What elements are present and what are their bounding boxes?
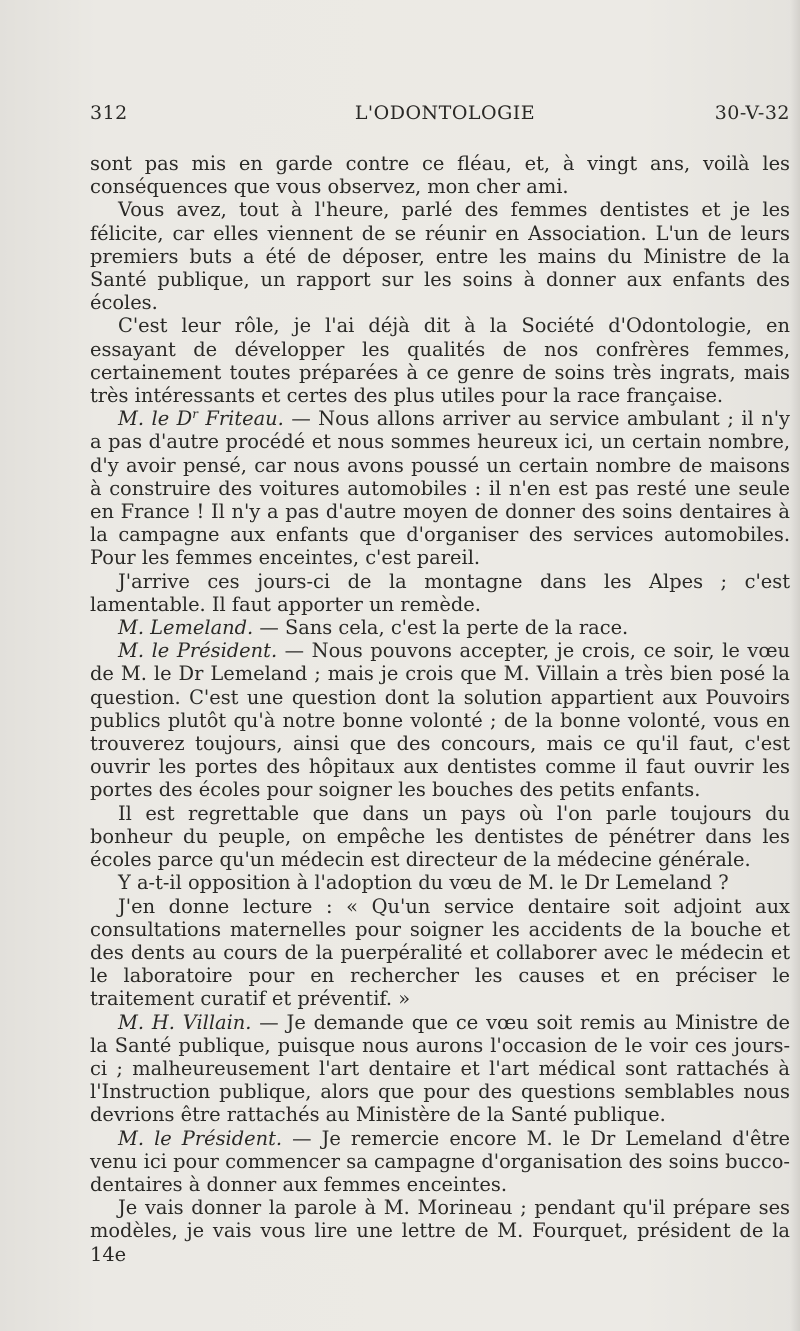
- speaker-name: M. le Président.: [118, 1126, 283, 1150]
- paragraph: [90, 1011, 790, 1127]
- paragraph: [90, 198, 790, 314]
- paragraph-text: Je vais donner la parole à M. Morineau ; pendant qu'il prépare ses modèles, je vais vous lire une lettre de M. Fourquet, président de la 14e: [90, 1196, 790, 1266]
- paragraph-text: Il est regrettable que dans un pays où l'on parle toujours du bonheur du peuple, on empêche les dentistes de pénétrer dans les écoles parce qu'un médecin est directeur de la médecine générale.: [90, 801, 790, 872]
- paragraph: [90, 616, 790, 639]
- speaker-name: M. le Président.: [118, 639, 278, 663]
- paragraph: [90, 152, 790, 198]
- speaker-prefix: M. le D: [118, 407, 193, 431]
- page-number: 312: [90, 102, 128, 124]
- paragraph: [90, 895, 790, 1011]
- paragraph-text: — Je remercie encore M. le Dr Lemeland d'être venu ici pour commencer sa campagne d'organisation des soins bucco-dentaires à donner aux femmes enceintes.: [90, 1126, 790, 1196]
- paragraph-text: Y a-t-il opposition à l'adoption du vœu de M. le Dr Lemeland ?: [118, 871, 729, 895]
- body-text: [90, 152, 790, 1266]
- speaker-suffix: Friteau.: [197, 407, 284, 431]
- paragraph: [90, 871, 790, 894]
- speaker-name: [118, 407, 284, 430]
- journal-title: L'ODONTOLOGIE: [354, 102, 536, 124]
- paragraph: [90, 1127, 790, 1197]
- paragraph: [90, 314, 790, 407]
- paragraph-text: — Nous pouvons accepter, je crois, ce soir, le vœu de M. le Dr Lemeland ; mais je crois que M. Villain a très bien posé la question. C'est une question dont la solution appartient aux Pouvoirs publics plutôt qu'à notre bonne volonté ; de la bonne volonté, vous en trouverez toujours, ainsi que des concours, mais ce qu'il faut, c'est ouvrir les portes des hôpitaux aux dentistes comme il faut ouvrir les portes des écoles pour soigner les bouches des petits enfants.: [90, 639, 790, 802]
- page-edge-shadow: [790, 0, 800, 1331]
- paragraph: [90, 639, 790, 801]
- superscript: r: [192, 407, 198, 422]
- paragraph: [90, 407, 790, 569]
- speaker-name: M. H. Villain.: [118, 1010, 252, 1034]
- paragraph-text: sont pas mis en garde contre ce fléau, et, à vingt ans, voilà les conséquences que vous observez, mon cher ami.: [90, 152, 790, 199]
- paragraph-text: — Je demande que ce vœu soit remis au Ministre de la Santé publique, puisque nous aurons l'occasion de le voir ces jours-ci ; malheureusement l'art dentaire et l'art médical sont rattachés à l'Instruction publique, alors que pour des questions semblables nous devrions être rattachés au Ministère de la Santé publique.: [90, 1010, 790, 1127]
- issue-date: 30-V-32: [714, 102, 790, 124]
- paragraph: [90, 570, 790, 616]
- paragraph: [90, 1196, 790, 1266]
- paragraph-text: J'arrive ces jours-ci de la montagne dans les Alpes ; c'est lamentable. Il faut apporter un remède.: [90, 569, 790, 616]
- paragraph-text: Vous avez, tout à l'heure, parlé des femmes dentistes et je les félicite, car elles viennent de se réunir en Association. L'un de leurs premiers buts a été de déposer, entre les mains du Ministre de la Santé publique, un rapport sur les soins à donner aux enfants des écoles.: [90, 198, 790, 315]
- running-head: [90, 102, 790, 132]
- paragraph-text: — Sans cela, c'est la perte de la race.: [253, 616, 629, 640]
- paragraph-text: J'en donne lecture : « Qu'un service dentaire soit adjoint aux consultations maternelles pour soigner les accidents de la bouche et des dents au cours de la puerpéralité et collaborer avec le médecin et le laboratoire pour en rechercher les causes et en préciser le traitement curatif et préventif. »: [90, 894, 790, 1011]
- paragraph: [90, 802, 790, 872]
- paragraph-text: — Nous allons arriver au service ambulant ; il n'y a pas d'autre procédé et nous sommes heureux ici, un certain nombre, d'y avoir pensé, car nous avons poussé un certain nombre de maisons à construire des voitures automobiles : il n'en est pas resté une seule en France ! Il n'y a pas d'autre moyen de donner des soins dentaires à la campagne aux enfants que d'organiser des services automobiles. Pour les femmes enceintes, c'est pareil.: [90, 407, 790, 570]
- paragraph-text: C'est leur rôle, je l'ai déjà dit à la Société d'Odontologie, en essayant de développer les qualités de nos confrères femmes, certainement toutes préparées à ce genre de soins très ingrats, mais très intéressants et certes des plus utiles pour la race française.: [90, 314, 790, 408]
- speaker-name: M. Lemeland.: [118, 616, 254, 640]
